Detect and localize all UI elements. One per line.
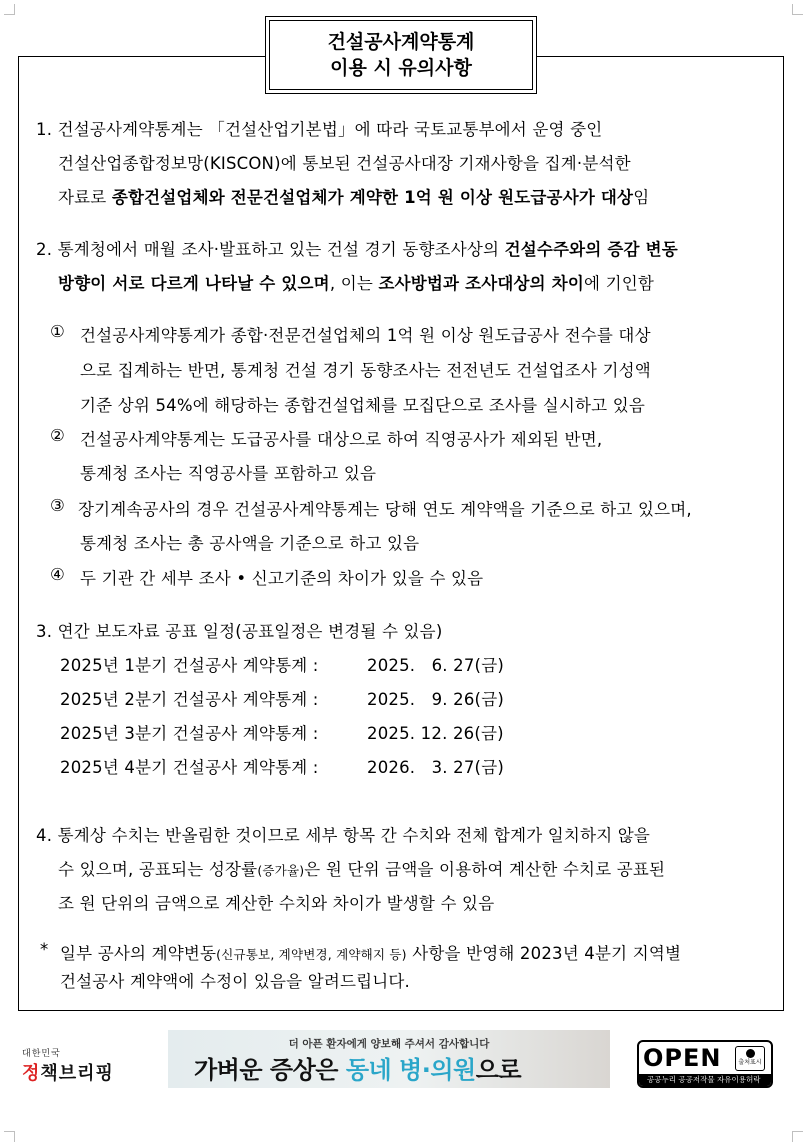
section4-line-2-a: 수 있으며, 공표되는 성장률 xyxy=(58,860,258,879)
section2-emphasis-2: 방향이 서로 다르게 나타날 수 있으며 xyxy=(58,274,330,293)
note-line-1-b: 사항을 반영해 2023년 4분기 지역별 xyxy=(406,944,682,963)
note-change-types: (신규통보, 계약변경, 계약해지 등) xyxy=(216,947,407,962)
footer xyxy=(0,1030,807,1090)
section2-emphasis-1: 건설수주와의 증감 변동 xyxy=(504,240,678,259)
section2-line-2-mid: , 이는 xyxy=(329,274,379,293)
section2-line-2 xyxy=(58,270,654,294)
crop-mark-bottom-left xyxy=(4,1131,15,1142)
banner-slogan-a: 가벼운 증상은 xyxy=(194,1056,346,1084)
crop-mark-bottom-right xyxy=(792,1131,803,1142)
item-3-line-1: 장기계속공사의 경우 건설공사계약통계는 당해 연도 계약액을 기준으로 하고 있으며, xyxy=(78,500,692,519)
section1-line-2: 건설산업종합정보망(KISCON)에 통보된 건설공사대장 기재사항을 집계·분석한 xyxy=(58,154,631,173)
crop-mark-top-left xyxy=(4,4,15,15)
item-1-marker: ① xyxy=(50,322,65,341)
note-line-1 xyxy=(60,940,681,964)
banner-subtitle: 더 아픈 환자에게 양보해 주셔서 감사합니다 xyxy=(288,1038,490,1050)
item-2-line-2: 통계청 조사는 직영공사를 포함하고 있음 xyxy=(80,464,377,483)
item-2-line-1: 건설공사계약통계는 도급공사를 대상으로 하여 직영공사가 제외된 반면, xyxy=(80,430,603,449)
logo-main-accent: 정 xyxy=(22,1063,41,1084)
growth-rate-note: (증가율) xyxy=(257,863,305,878)
banner-slogan xyxy=(194,1050,521,1085)
section1-line-3-suffix: 임 xyxy=(633,188,650,207)
title-line-2: 이용 시 유의사항 xyxy=(330,57,472,79)
item-4-line-1: 두 기관 간 세부 조사 • 신고기준의 차이가 있을 수 있음 xyxy=(80,569,484,588)
schedule-row-3-date: 2025. 12. 26(금) xyxy=(367,724,504,743)
section1-line-1: 1. 건설공사계약통계는 「건설산업기본법」에 따라 국토교통부에서 운영 중인 xyxy=(36,120,603,139)
page-title xyxy=(265,16,537,94)
item-1-line-1: 건설공사계약통계가 종합·전문건설업체의 1억 원 이상 원도급공사 전수를 대상 xyxy=(80,326,651,345)
policy-briefing-logo[interactable] xyxy=(22,1046,122,1088)
schedule-row-3-label: 2025년 3분기 건설공사 계약통계 : xyxy=(60,724,319,743)
section4-line-1: 4. 통계상 수치는 반올림한 것이므로 세부 항목 간 수치와 전체 합계가 일치하지 않을 xyxy=(36,826,651,845)
banner-slogan-highlight: 동네 병·의원 xyxy=(345,1056,476,1084)
clinic-campaign-banner[interactable] xyxy=(168,1030,610,1088)
schedule-row-4-date: 2026. 3. 27(금) xyxy=(367,758,504,777)
attribution-label: 출처표시 xyxy=(738,1059,762,1066)
schedule-row-4-label: 2025년 4분기 건설공사 계약통계 : xyxy=(60,758,319,777)
kogl-open-license-badge[interactable] xyxy=(637,1040,773,1088)
person-icon xyxy=(746,1049,755,1058)
section4-line-3: 조 원 단위의 금액으로 계산한 수치와 차이가 발생할 수 있음 xyxy=(58,894,495,913)
schedule-row-1-date: 2025. 6. 27(금) xyxy=(367,656,504,675)
item-3-marker: ③ xyxy=(50,496,65,515)
section2-line-1-text: 2. 통계청에서 매월 조사·발표하고 있는 건설 경기 동향조사상의 xyxy=(36,240,505,259)
schedule-row-1-label: 2025년 1분기 건설공사 계약통계 : xyxy=(60,656,319,675)
schedule-row-2-label: 2025년 2분기 건설공사 계약통계 : xyxy=(60,690,319,709)
title-line-1: 건설공사계약통계 xyxy=(327,31,475,53)
crop-mark-top-right xyxy=(792,4,803,15)
section1-line-3 xyxy=(58,184,649,208)
section4-line-2-b: 은 원 단위 금액을 이용하여 계산한 수치로 공표된 xyxy=(304,860,666,879)
section2-line-2-suffix: 에 기인함 xyxy=(584,274,655,293)
license-caption: 공공누리 공공저작물 자유이용허락 xyxy=(639,1074,771,1086)
section2-line-1 xyxy=(36,236,678,260)
section3-heading: 3. 연간 보도자료 공표 일정(공표일정은 변경될 수 있음) xyxy=(36,622,443,641)
item-3-line-2: 통계청 조사는 총 공사액을 기준으로 하고 있음 xyxy=(80,534,420,553)
logo-main-rest: 책브리핑 xyxy=(40,1063,114,1084)
attribution-icon xyxy=(735,1046,765,1071)
note-line-2: 건설공사 계약액에 수정이 있음을 알려드립니다. xyxy=(60,972,411,991)
item-1-line-3: 기준 상위 54%에 해당하는 종합건설업체를 모집단으로 조사를 실시하고 있음 xyxy=(80,396,646,415)
note-star: * xyxy=(40,940,49,959)
logo-top-text: 대한민국 xyxy=(22,1049,61,1059)
section2-emphasis-3: 조사방법과 조사대상의 차이 xyxy=(378,274,584,293)
section1-line-3-prefix: 자료로 xyxy=(58,188,112,207)
schedule-row-2-date: 2025. 9. 26(금) xyxy=(367,690,504,709)
item-2-marker: ② xyxy=(50,426,65,445)
section4-line-2 xyxy=(58,856,665,880)
banner-slogan-b: 으로 xyxy=(475,1056,522,1084)
note-line-1-a: 일부 공사의 계약변동 xyxy=(60,944,217,963)
item-4-marker: ④ xyxy=(50,565,65,584)
item-1-line-2: 으로 집계하는 반면, 통계청 건설 경기 동향조사는 전전년도 건설업조사 기성액 xyxy=(80,361,651,380)
logo-main-text xyxy=(22,1059,122,1085)
section1-emphasis: 종합건설업체와 전문건설업체가 계약한 1억 원 이상 원도급공사가 대상 xyxy=(111,188,634,207)
open-word: OPEN xyxy=(643,1044,722,1072)
